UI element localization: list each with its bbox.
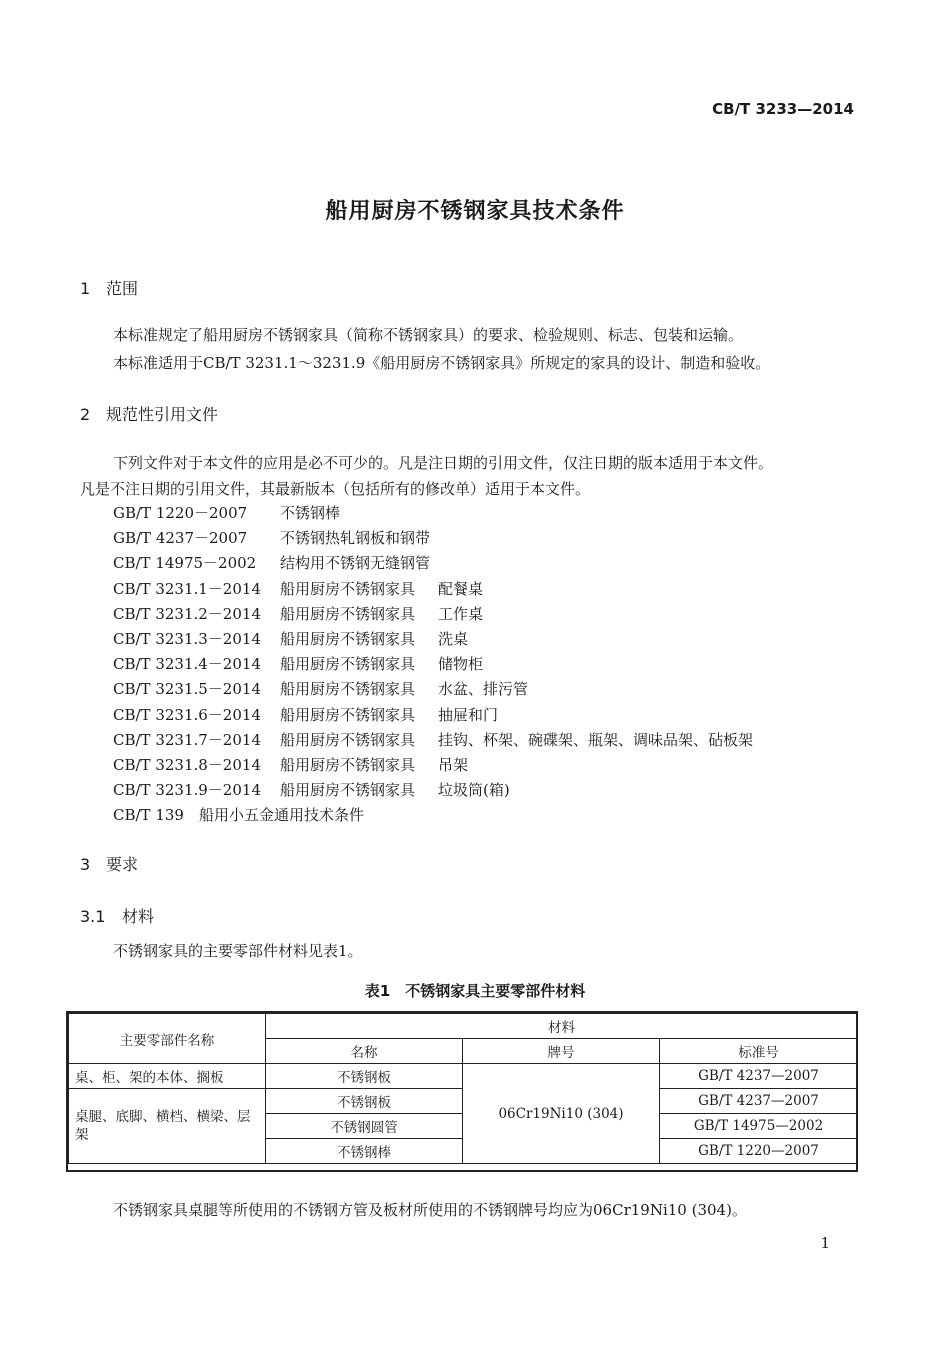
- reference-item: [113, 729, 753, 750]
- scope-paragraph-1: 本标准规定了船用厨房不锈钢家具（简称不锈钢家具）的要求、检验规则、标志、包装和运输。: [113, 326, 744, 344]
- reference-code: CB/T 139: [113, 806, 184, 825]
- material-name-cell: 不锈钢板: [266, 1089, 463, 1114]
- reference-code: GB/T 4237－2007: [113, 529, 248, 548]
- part-group-cell: 桌、柜、架的本体、搁板: [69, 1064, 266, 1089]
- standard-code-header: CB/T 3233—2014: [712, 100, 854, 118]
- references-intro-line-1: 下列文件对于本文件的应用是必不可少的。凡是注日期的引用文件，仅注日期的版本适用于本文件。: [113, 454, 774, 472]
- scope-paragraph-2: 本标准适用于CB/T 3231.1～3231.9《船用厨房不锈钢家具》所规定的家具的设计、制造和验收。: [113, 354, 771, 372]
- table-row: [69, 1064, 858, 1089]
- reference-part: 抽屉和门: [438, 705, 499, 724]
- header-name: 名称: [266, 1039, 463, 1064]
- reference-name: 船用厨房不锈钢家具: [280, 680, 416, 699]
- reference-name: 船用厨房不锈钢家具: [280, 730, 416, 749]
- reference-part: 洗桌: [438, 630, 469, 648]
- reference-name: 船用厨房不锈钢家具: [280, 604, 416, 623]
- reference-name: 船用厨房不锈钢家具: [280, 655, 416, 674]
- post-table-paragraph: 不锈钢家具桌腿等所使用的不锈钢方管及板材所使用的不锈钢牌号均应为06Cr19Ni10 (304)。: [113, 1201, 747, 1219]
- material-name-cell: 不锈钢板: [266, 1064, 463, 1089]
- section-title: 要求: [106, 855, 139, 874]
- grade-cell: 06Cr19Ni10 (304): [463, 1064, 660, 1164]
- reference-item: [113, 552, 430, 573]
- materials-paragraph: 不锈钢家具的主要零部件材料见表1。: [113, 942, 363, 960]
- reference-name: 不锈钢热轧钢板和钢带: [280, 529, 431, 548]
- reference-item: [113, 653, 483, 674]
- reference-name: 船用厨房不锈钢家具: [280, 756, 416, 774]
- reference-part: 储物柜: [438, 655, 484, 674]
- reference-part: 挂钩、杯架、碗碟架、瓶架、调味品架、砧板架: [438, 730, 754, 749]
- reference-name: 船用厨房不锈钢家具: [280, 781, 416, 800]
- reference-name: 船用厨房不锈钢家具: [280, 630, 416, 648]
- reference-item: [113, 603, 483, 624]
- reference-item: [113, 779, 510, 800]
- section-number: 2: [80, 405, 91, 424]
- materials-table: [68, 1013, 858, 1164]
- reference-item: [113, 502, 340, 523]
- header-material: 材料: [266, 1014, 858, 1039]
- standard-cell: GB/T 4237—2007: [660, 1089, 858, 1114]
- reference-part: 工作桌: [438, 604, 484, 623]
- table-header-row: [69, 1014, 858, 1039]
- section-title: 规范性引用文件: [106, 405, 219, 424]
- reference-code: CB/T 3231.2－2014: [113, 604, 261, 623]
- page-number: 1: [820, 1234, 830, 1252]
- reference-part: 水盆、排污管: [438, 680, 529, 699]
- reference-code: CB/T 3231.7－2014: [113, 730, 261, 749]
- section-title: 材料: [122, 907, 155, 926]
- reference-code: CB/T 3231.9－2014: [113, 781, 261, 800]
- header-standard: 标准号: [660, 1039, 858, 1064]
- reference-item: [113, 578, 483, 599]
- section-2-heading: [80, 402, 218, 425]
- section-3-1-heading: [80, 904, 154, 927]
- reference-name: 不锈钢棒: [280, 504, 341, 522]
- reference-item: [113, 678, 528, 699]
- standard-cell: GB/T 4237—2007: [660, 1064, 858, 1089]
- section-number: 3: [80, 855, 91, 874]
- standard-cell: GB/T 14975—2002: [660, 1114, 858, 1139]
- reference-part: 配餐桌: [438, 579, 484, 598]
- section-1-heading: [80, 276, 138, 299]
- reference-code: CB/T 3231.1－2014: [113, 579, 261, 598]
- document-title: 船用厨房不锈钢家具技术条件: [325, 199, 625, 224]
- material-name-cell: 不锈钢圆管: [266, 1114, 463, 1139]
- reference-part: 垃圾筒(箱): [438, 781, 510, 800]
- reference-code: CB/T 3231.3－2014: [113, 630, 261, 648]
- reference-item: [113, 754, 468, 775]
- section-title: 范围: [106, 279, 139, 298]
- part-group-cell: 桌腿、底脚、横档、横梁、层架: [69, 1089, 266, 1164]
- reference-item: [113, 628, 468, 649]
- material-name-cell: 不锈钢棒: [266, 1139, 463, 1164]
- reference-name: 结构用不锈钢无缝钢管: [280, 554, 431, 573]
- table-1-caption: 表1 不锈钢家具主要零部件材料: [364, 982, 586, 1000]
- references-intro-line-2: 凡是不注日期的引用文件，其最新版本（包括所有的修改单）适用于本文件。: [80, 480, 591, 498]
- reference-name: 船用厨房不锈钢家具: [280, 579, 416, 598]
- section-number: 3.1: [80, 907, 106, 926]
- reference-code: CB/T 3231.4－2014: [113, 655, 261, 674]
- reference-code: CB/T 3231.5－2014: [113, 680, 261, 699]
- reference-item: [113, 704, 498, 725]
- section-number: 1: [80, 279, 91, 298]
- reference-name: 船用厨房不锈钢家具: [280, 705, 416, 724]
- header-grade: 牌号: [463, 1039, 660, 1064]
- reference-code: CB/T 14975－2002: [113, 554, 257, 573]
- reference-code: CB/T 3231.8－2014: [113, 756, 261, 774]
- reference-item: [113, 527, 430, 548]
- section-3-heading: [80, 852, 138, 875]
- header-part-name: 主要零部件名称: [69, 1014, 266, 1064]
- reference-code: CB/T 3231.6－2014: [113, 705, 261, 724]
- standard-cell: GB/T 1220—2007: [660, 1139, 858, 1164]
- reference-part: 吊架: [438, 756, 469, 774]
- reference-code: GB/T 1220－2007: [113, 504, 248, 522]
- reference-item: [113, 804, 364, 825]
- reference-name: 船用小五金通用技术条件: [199, 806, 365, 825]
